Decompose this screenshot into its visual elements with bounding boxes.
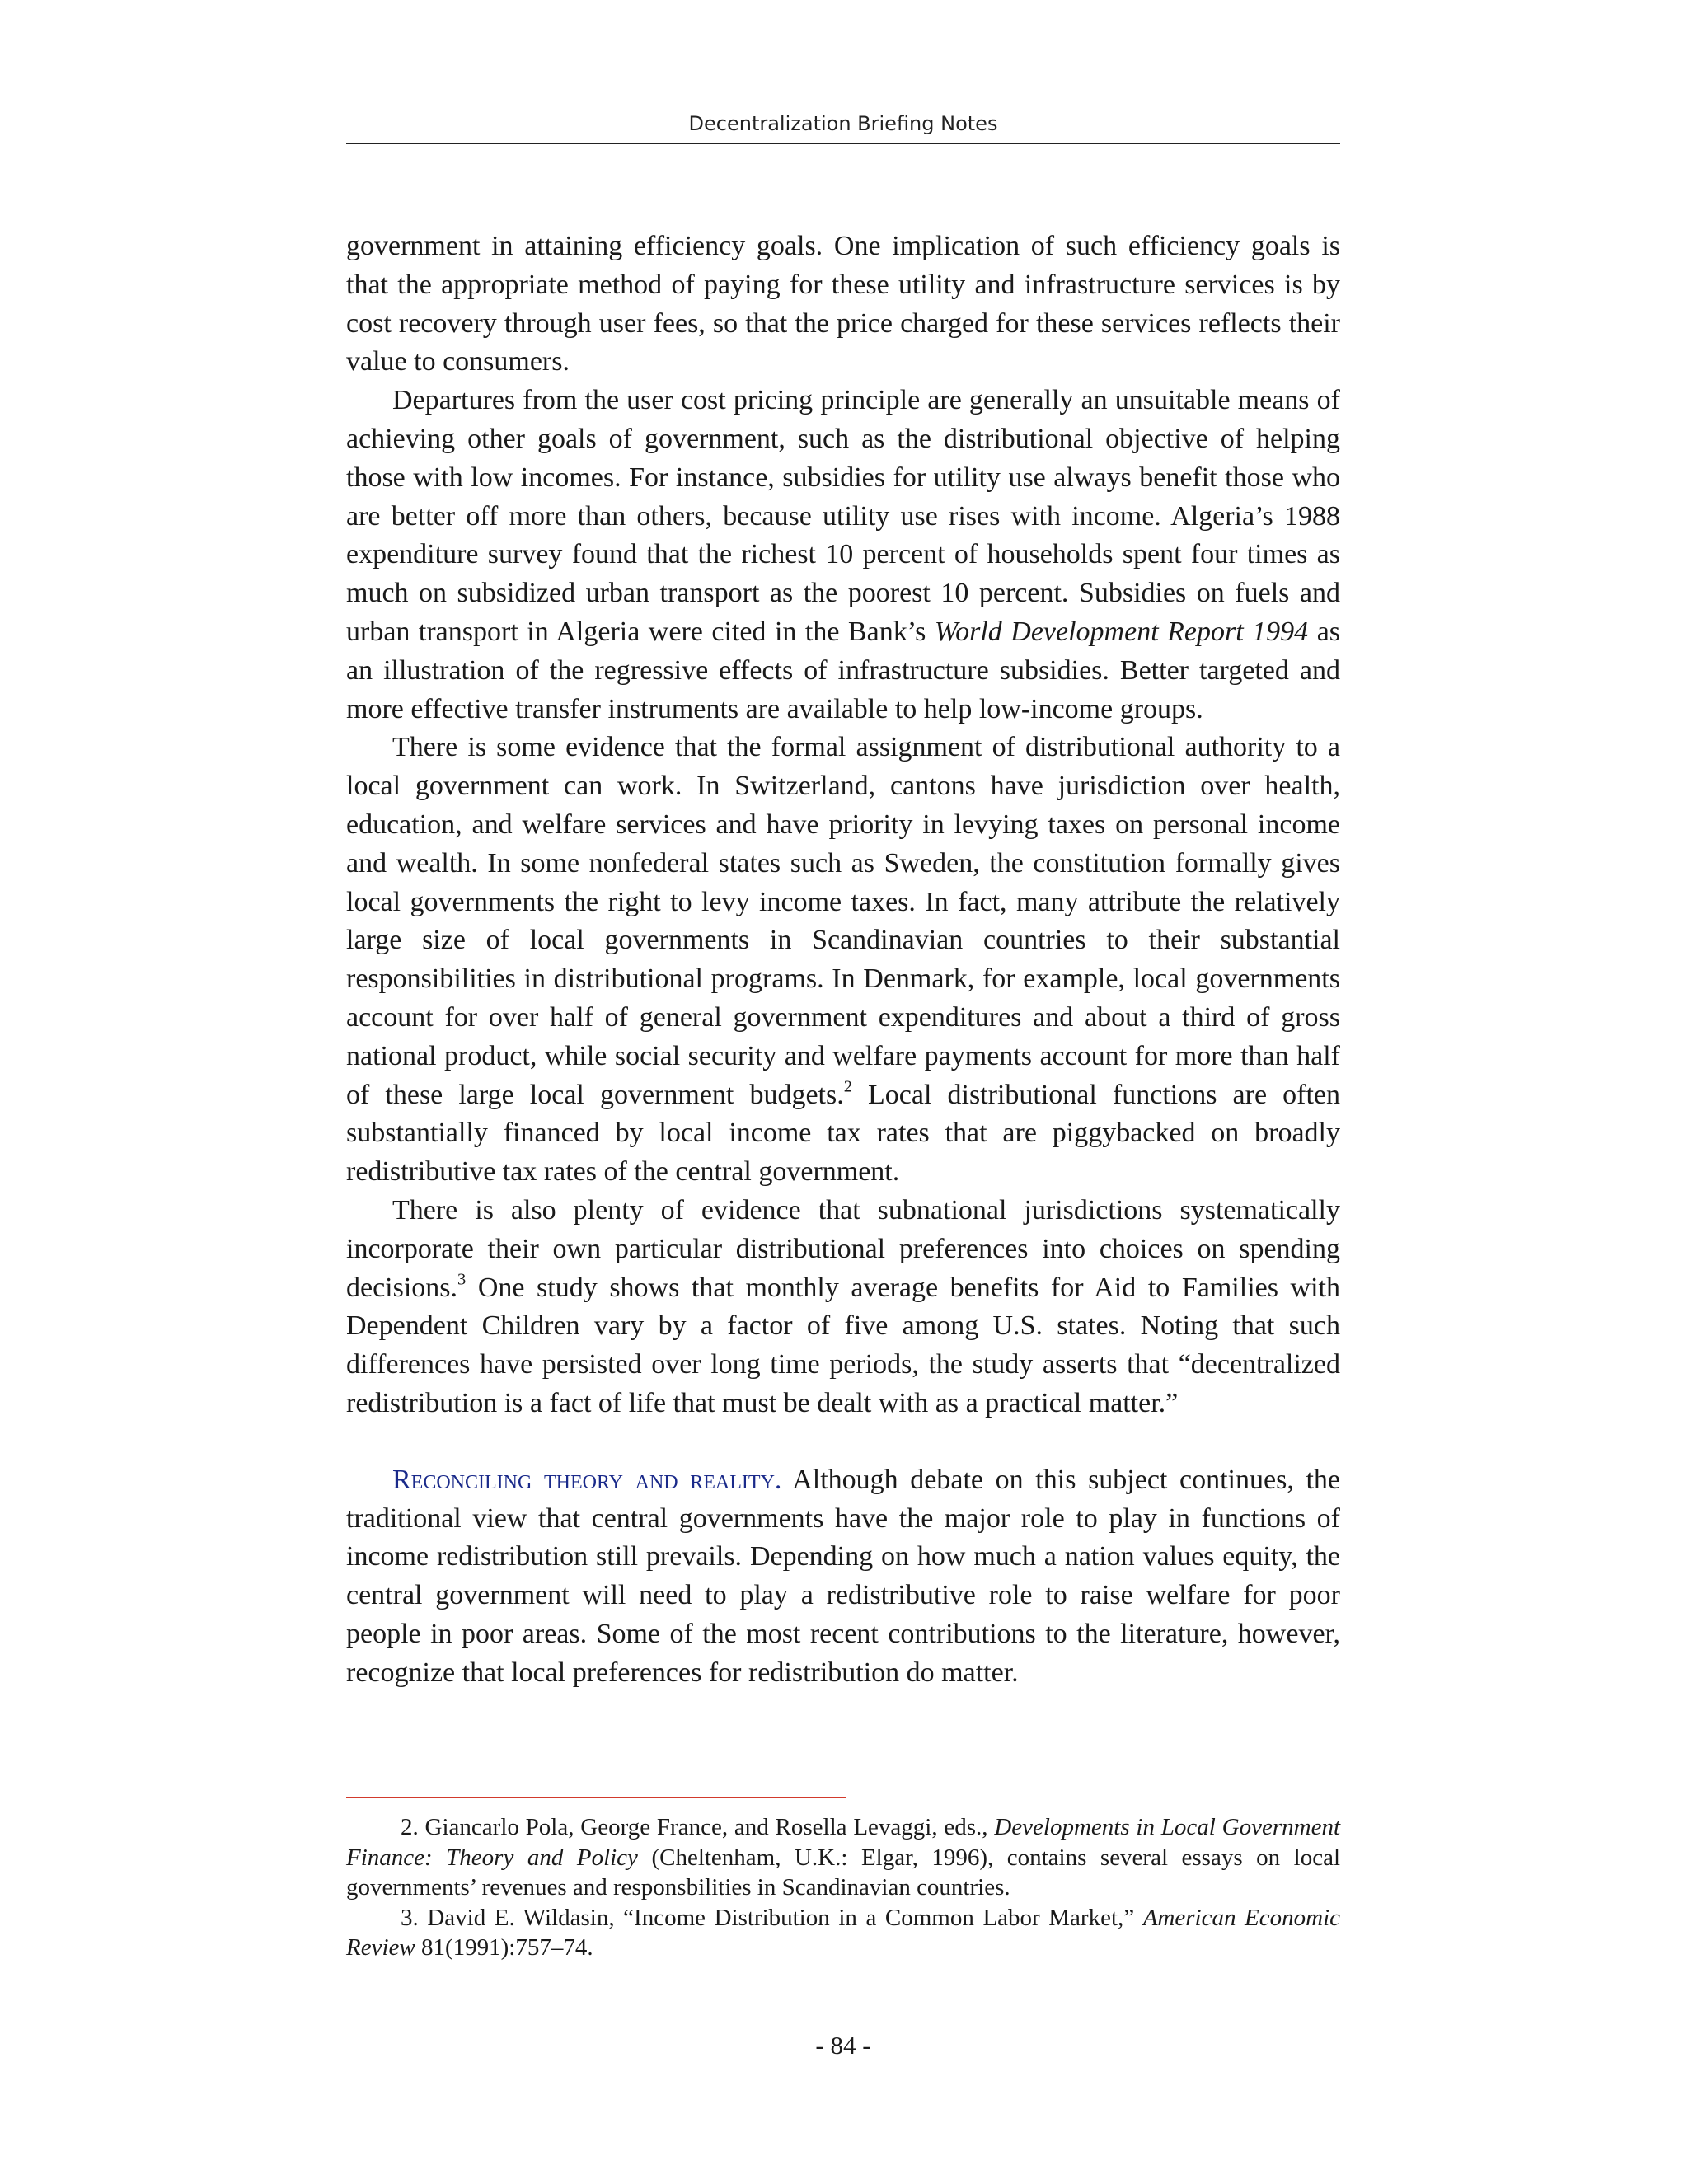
footnote-ref-3: 3 (457, 1270, 467, 1289)
paragraph-4-text-a: There is also plenty of evidence that subnational jurisdictions systematically incorporate their own particular distributional preferences into choices on spending decisions. (346, 1194, 1340, 1303)
paragraph-5 (346, 1461, 1340, 1693)
paragraph-3 (346, 729, 1340, 1192)
footnote-3-text-b: 81(1991):757–74. (415, 1934, 593, 1961)
footnote-3 (346, 1903, 1340, 1963)
running-header: Decentralization Briefing Notes (688, 112, 998, 135)
footnote-3-journal-title: American Economic Review (346, 1904, 1340, 1961)
footnote-ref-2: 2 (843, 1077, 852, 1096)
paragraph-1: government in attaining efficiency goals. One implication of such efficiency goals is that the appropriate method of paying for these utility and infrastructure services is by cost recovery through user fees, so that the price charged for these services reflects their value to consumers. (346, 231, 1340, 377)
footnote-2-text-b: (Cheltenham, U.K.: Elgar, 1996), contains several essays on local governments’ revenues and responsbilities in Scandinavian countries. (346, 1844, 1340, 1900)
paragraph-4-text-b: One study shows that monthly average benefits for Aid to Families with Dependent Children vary by a factor of five among U.S. states. Noting that such differences have persisted over long time periods, the study asserts that “decentralized redistribution is a fact of life that must be dealt with as a practical matter.” (346, 1272, 1340, 1418)
footnotes (346, 1812, 1340, 1963)
section-heading: Reconciling theory and reality. (392, 1464, 782, 1495)
paragraph-2-text-b: as an illustration of the regressive effects of infrastructure subsidies. Better targeted and more effective transfer instruments are available to help low-income groups. (346, 616, 1341, 724)
paragraph-3-text-a: There is some evidence that the formal assignment of distributional authority to a local government can work. In Switzerland, cantons have jurisdiction over health, education, and welfare services and have priority in levying taxes on personal income and wealth. In some nonfederal states such as Sweden, the constitution formally gives local governments the right to levy income taxes. In fact, many attribute the relatively large size of local governments in Scandinavian countries to their substantial responsibilities in distributional programs. In Denmark, for example, local governments account for over half of general government expenditures and about a third of gross national product, while social security and welfare payments account for more than half of these large local government budgets. (346, 732, 1340, 1110)
footnote-2-book-title: Developments in Local Government Finance: Theory and Policy (346, 1814, 1340, 1871)
paragraph-2-text-a: Departures from the user cost pricing principle are generally an unsuitable means of achieving other goals of government, such as the distributional objective of helping those with low incomes. For instance, subsidies for utility use always benefit those who are better off more than others, because utility use rises with income. Algeria’s 1988 expenditure survey found that the richest 10 percent of households spent four times as much on subsidized urban transport as the poorest 10 percent. Subsidies on fuels and urban transport in Algeria were cited in the Bank’s (346, 385, 1340, 647)
page-number: - 84 - (815, 2031, 871, 2060)
paragraph-5-text: Although debate on this subject continues, the traditional view that central governments have the major role to play in functions of income redistribution still prevails. Depending on how much a nation values equity, the central government will need to play a redistributive role to raise welfare for poor people in poor areas. Some of the most recent contributions to the literature, however, recognize that local preferences for redistribution do matter. (346, 1464, 1341, 1688)
footnote-2-text-a: 2. Giancarlo Pola, George France, and Rosella Levaggi, eds., (401, 1814, 995, 1840)
footnote-3-text-a: 3. David E. Wildasin, “Income Distribution in a Common Labor Market,” (401, 1904, 1143, 1931)
paragraph-4 (346, 1192, 1340, 1423)
paragraph-2 (346, 382, 1340, 729)
paragraph-3-text-b: Local distributional functions are often substantially financed by local income tax rates that are piggybacked on broadly redistributive tax rates of the central government. (346, 1079, 1340, 1188)
body-text (346, 227, 1340, 1692)
wdr-1994-title: World Development Report 1994 (934, 616, 1309, 647)
footnote-rule (346, 1797, 846, 1798)
header-rule (346, 143, 1340, 144)
footnote-2 (346, 1812, 1340, 1903)
